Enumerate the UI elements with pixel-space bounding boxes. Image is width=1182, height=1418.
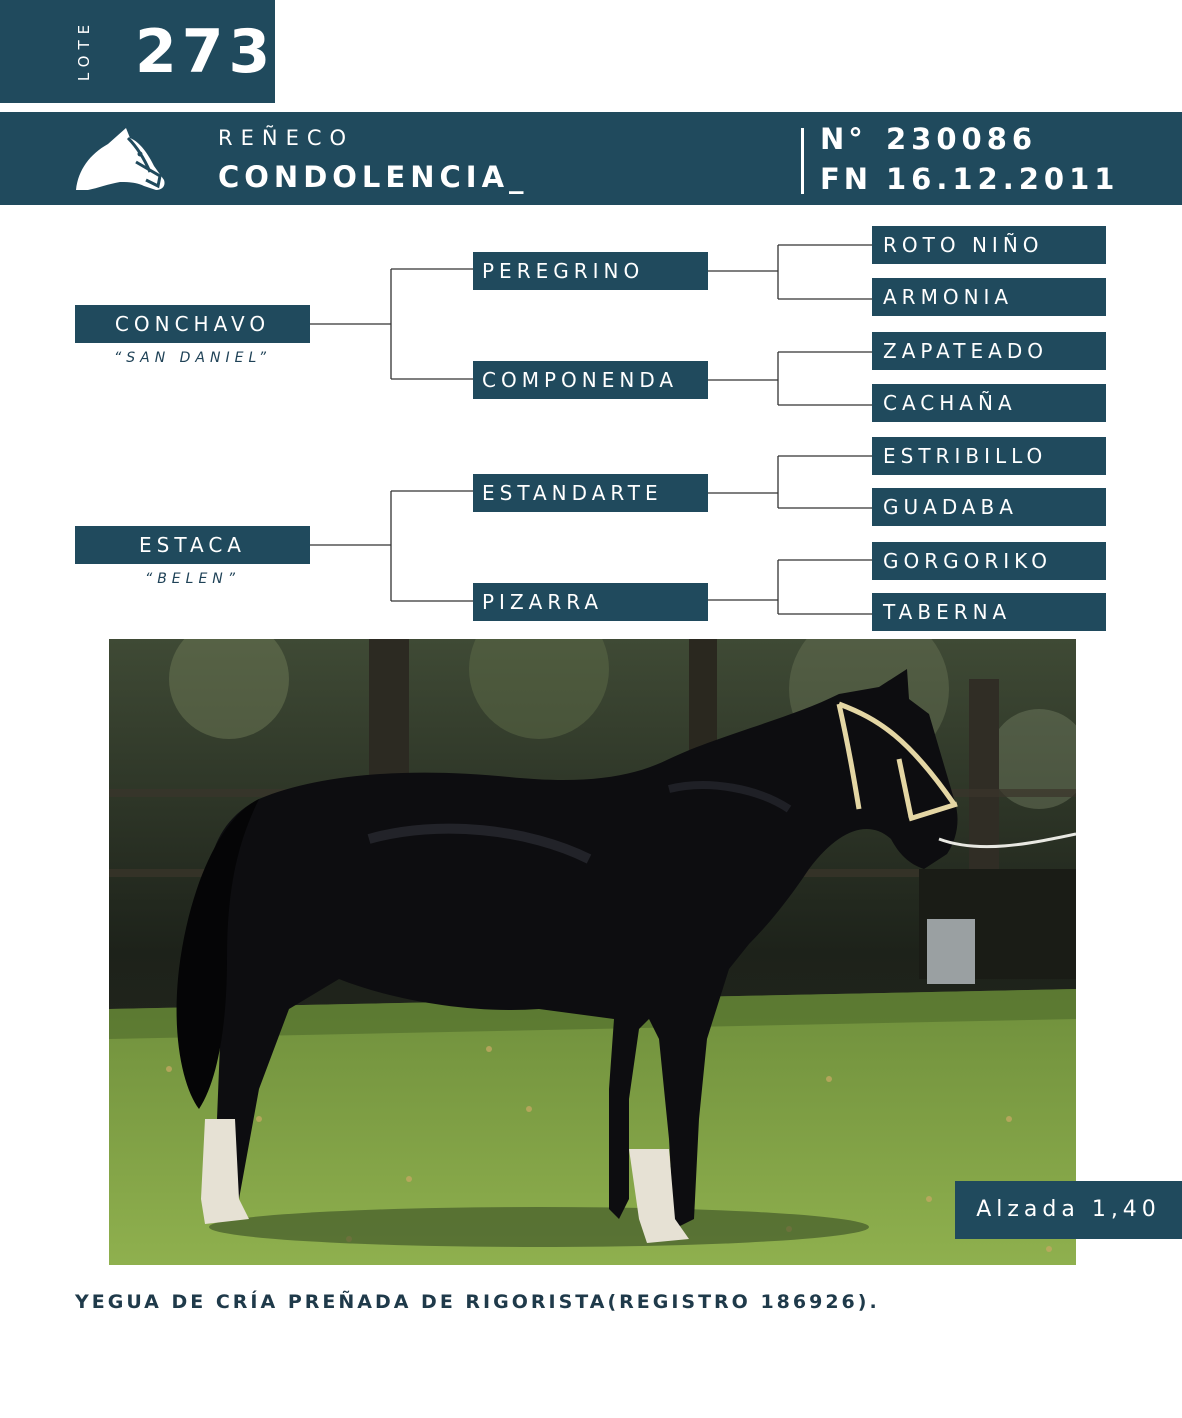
dam-box: ESTACA [75, 526, 310, 564]
grandparent-box: PIZARRA [473, 583, 708, 621]
grandparent-box: PEREGRINO [473, 252, 708, 290]
great-grandparent-box: ESTRIBILLO [872, 437, 1106, 475]
birth-date: 16.12.2011 [886, 162, 1120, 196]
grandparent-box: COMPONENDA [473, 361, 708, 399]
horse-photo [109, 639, 1076, 1265]
grandparent-box: ESTANDARTE [473, 474, 708, 512]
height-badge: Alzada 1,40 [955, 1181, 1182, 1239]
great-grandparent-box: ARMONIA [872, 278, 1106, 316]
horse-name: CONDOLENCIA_ [218, 160, 529, 194]
lote-label: LOTE [75, 18, 93, 82]
great-grandparent-box: TABERNA [872, 593, 1106, 631]
lote-number: 273 [135, 17, 276, 87]
great-grandparent-box: ZAPATEADO [872, 332, 1106, 370]
registry-number: 230086 [886, 122, 1038, 156]
great-grandparent-box: CACHAÑA [872, 384, 1106, 422]
breeder-name: REÑECO [218, 126, 355, 150]
lot-description: YEGUA DE CRÍA PREÑADA DE RIGORISTA(REGISTRO 186926). [75, 1291, 880, 1313]
registry-label: N° [820, 122, 867, 156]
sire-nickname: “SAN DANIEL” [114, 350, 271, 366]
birth-date-label: FN [820, 162, 873, 196]
great-grandparent-box: GUADABA [872, 488, 1106, 526]
dam-nickname: “BELEN” [144, 571, 241, 587]
great-grandparent-box: ROTO NIÑO [872, 226, 1106, 264]
great-grandparent-box: GORGORIKO [872, 542, 1106, 580]
sire-box: CONCHAVO [75, 305, 310, 343]
